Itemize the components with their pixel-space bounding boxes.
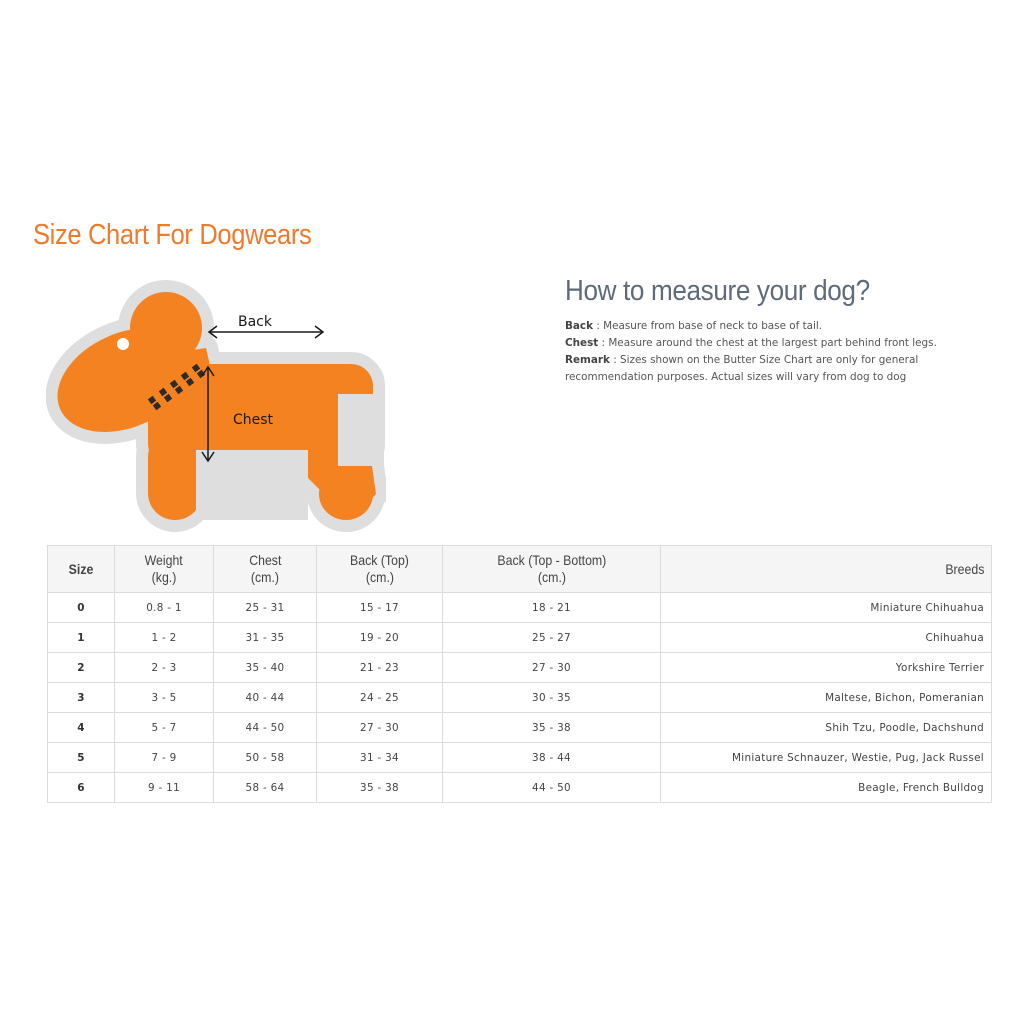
back-top-cell: 15 - 17 <box>317 593 443 623</box>
table-row <box>48 683 992 713</box>
weight-cell: 2 - 3 <box>115 653 214 683</box>
back-top-bottom-cell: 35 - 38 <box>443 713 661 743</box>
chest-cell: 50 - 58 <box>214 743 317 773</box>
measure-instructions <box>565 275 995 386</box>
back-top-bottom-cell: 18 - 21 <box>443 593 661 623</box>
size-cell: 1 <box>48 623 115 653</box>
remark-instruction <box>565 352 995 386</box>
breeds-cell: Miniature Schnauzer, Westie, Pug, Jack Russel <box>661 743 992 773</box>
breeds-cell: Chihuahua <box>661 623 992 653</box>
weight-cell: 5 - 7 <box>115 713 214 743</box>
back-top-bottom-cell: 30 - 35 <box>443 683 661 713</box>
measure-heading: How to measure your dog? <box>565 275 870 307</box>
weight-cell: 3 - 5 <box>115 683 214 713</box>
table-row <box>48 713 992 743</box>
chest-instruction <box>565 335 995 352</box>
breeds-cell: Miniature Chihuahua <box>661 593 992 623</box>
size-cell: 5 <box>48 743 115 773</box>
back-top-cell: 31 - 34 <box>317 743 443 773</box>
table-row <box>48 743 992 773</box>
back-top-cell: 19 - 20 <box>317 623 443 653</box>
chest-cell: 40 - 44 <box>214 683 317 713</box>
back-top-cell: 21 - 23 <box>317 653 443 683</box>
weight-cell: 9 - 11 <box>115 773 214 803</box>
chest-cell: 31 - 35 <box>214 623 317 653</box>
back-top-bottom-cell: 27 - 30 <box>443 653 661 683</box>
back-top-cell: 27 - 30 <box>317 713 443 743</box>
size-cell: 6 <box>48 773 115 803</box>
back-top-bottom-cell: 38 - 44 <box>443 743 661 773</box>
weight-column-header: Weight (kg.) <box>115 546 214 593</box>
breeds-cell: Beagle, French Bulldog <box>661 773 992 803</box>
table-header-row <box>48 546 992 593</box>
dog-measurement-diagram <box>46 280 386 536</box>
remark-term: Remark <box>565 354 610 366</box>
table-row <box>48 623 992 653</box>
back-top-bottom-cell: 25 - 27 <box>443 623 661 653</box>
weight-cell: 7 - 9 <box>115 743 214 773</box>
breeds-column-header: Breeds <box>661 546 992 593</box>
remark-description: : Sizes shown on the Butter Size Chart are only for general recommendation purposes. Actual sizes will vary from dog to dog <box>565 354 919 383</box>
chest-cell: 25 - 31 <box>214 593 317 623</box>
size-cell: 0 <box>48 593 115 623</box>
table-row <box>48 773 992 803</box>
weight-cell: 1 - 2 <box>115 623 214 653</box>
dog-eye <box>117 338 129 350</box>
breeds-cell: Yorkshire Terrier <box>661 653 992 683</box>
breeds-cell: Maltese, Bichon, Pomeranian <box>661 683 992 713</box>
back-term: Back <box>565 320 594 332</box>
chest-cell: 35 - 40 <box>214 653 317 683</box>
back-instruction <box>565 318 995 335</box>
chest-column-header: Chest (cm.) <box>214 546 317 593</box>
back-top-cell: 24 - 25 <box>317 683 443 713</box>
back-top-bottom-cell: 44 - 50 <box>443 773 661 803</box>
back-label: Back <box>238 314 272 330</box>
size-column-header: Size <box>48 546 115 593</box>
back-top-cell: 35 - 38 <box>317 773 443 803</box>
chest-cell: 44 - 50 <box>214 713 317 743</box>
size-cell: 3 <box>48 683 115 713</box>
size-table <box>47 545 992 803</box>
breeds-cell: Shih Tzu, Poodle, Dachshund <box>661 713 992 743</box>
table-row <box>48 653 992 683</box>
page-title: Size Chart For Dogwears <box>33 219 312 251</box>
back-top-bottom-column-header: Back (Top - Bottom) (cm.) <box>443 546 661 593</box>
back-top-column-header: Back (Top) (cm.) <box>317 546 443 593</box>
weight-cell: 0.8 - 1 <box>115 593 214 623</box>
size-cell: 2 <box>48 653 115 683</box>
chest-term: Chest <box>565 337 599 349</box>
chest-label: Chest <box>233 412 274 428</box>
size-cell: 4 <box>48 713 115 743</box>
chest-description: : Measure around the chest at the largest part behind front legs. <box>598 337 937 349</box>
chest-cell: 58 - 64 <box>214 773 317 803</box>
table-row <box>48 593 992 623</box>
back-description: : Measure from base of neck to base of tail. <box>593 320 823 332</box>
